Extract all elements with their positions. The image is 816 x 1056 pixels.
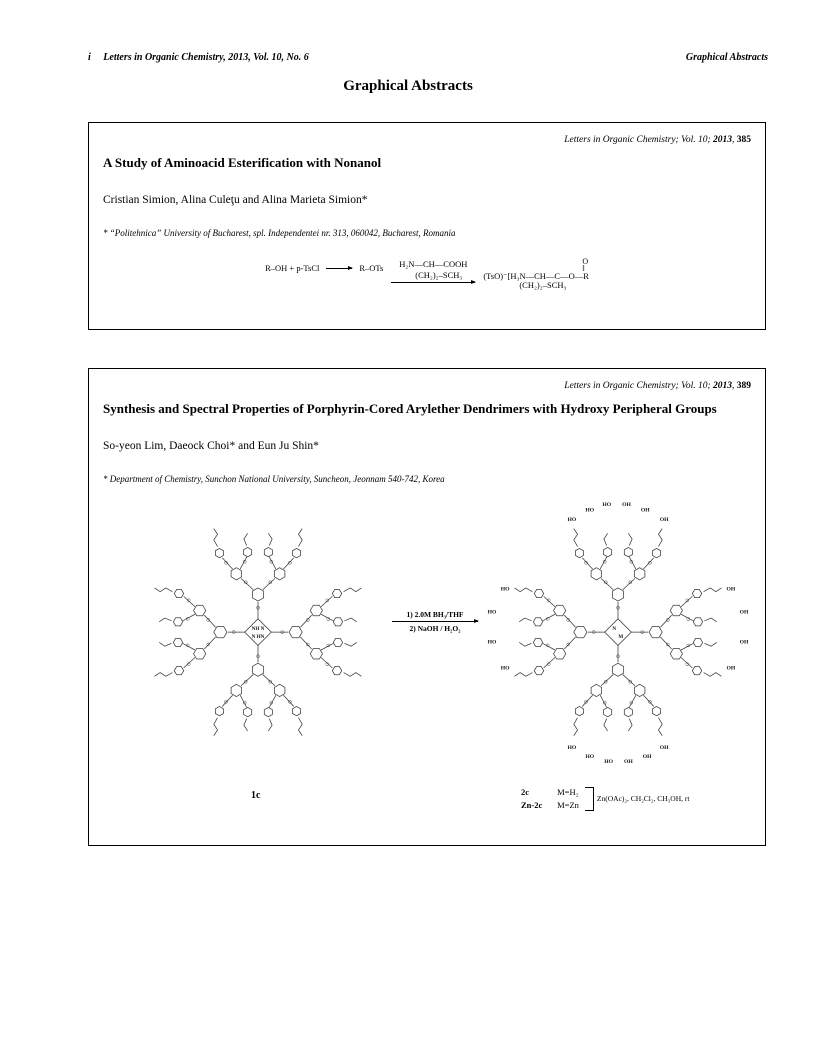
ref-year: 2013 <box>713 381 732 391</box>
svg-text:OH: OH <box>659 744 669 751</box>
ref-journal: Letters in Organic Chemistry; Vol. 10; <box>564 381 713 391</box>
journal-reference <box>103 381 751 391</box>
compound-label-2c: 2c <box>521 787 530 798</box>
ref-comma: , <box>732 135 737 145</box>
svg-text:N HN: N HN <box>251 633 265 640</box>
svg-text:OH: OH <box>726 586 736 593</box>
abstract-box-2 <box>88 368 766 846</box>
metalation-block <box>521 784 689 814</box>
svg-text:NH N: NH N <box>251 625 265 632</box>
svg-text:N: N <box>612 625 617 632</box>
compound-variants <box>521 784 579 813</box>
abstract-box-1 <box>88 122 766 330</box>
zinc-conditions: Zn(OAc)₂, CH₂Cl₂, CH₃OH, rt <box>596 794 690 804</box>
abstract-title: Synthesis and Spectral Properties of Porphyrin-Cored Arylether Dendrimers with Hydroxy Peripheral Groups <box>103 401 717 416</box>
double-bond: ‖ <box>582 263 585 273</box>
svg-text:OH: OH <box>622 501 631 508</box>
svg-text:HO: HO <box>487 608 497 615</box>
intermediate: R–OTs <box>359 263 384 274</box>
abstract-title: A Study of Aminoacid Esterification with Nonanol <box>103 155 382 170</box>
reagent-side-chain: (CH₂)₂–SCH₃ <box>415 269 463 280</box>
bracket-icon <box>585 784 594 814</box>
svg-text:HO: HO <box>585 507 595 514</box>
variant-zn2c <box>521 800 579 810</box>
product-side-chain: (CH₂)₂–SCH₃ <box>519 280 567 291</box>
product-main: (TsO)⁻[H₃N—CH—C—O—R <box>483 270 589 281</box>
abstract-affiliation: * “Politehnica” University of Bucharest, spl. Independentei nr. 313, 060042, Bucharest, Romania <box>103 227 456 238</box>
svg-text:OH: OH <box>739 608 749 615</box>
variant-2c <box>521 787 579 797</box>
journal-reference <box>103 135 751 145</box>
svg-text:M: M <box>618 633 624 640</box>
page-number: i <box>88 52 91 63</box>
condition-2: 2) NaOH / H₂O₂ <box>409 623 461 633</box>
reagent-arrow <box>391 259 475 283</box>
svg-text:OH: OH <box>726 665 736 672</box>
header-right: Graphical Abstracts <box>685 52 768 63</box>
svg-text:HO: HO <box>602 501 612 508</box>
carbonyl-oxygen: O <box>582 256 589 266</box>
reaction-conditions <box>389 610 481 633</box>
variant-2c-metal: M=H₂ <box>557 787 579 798</box>
svg-text:OH: OH <box>642 753 652 760</box>
svg-text:HO: HO <box>500 586 510 593</box>
header-left <box>88 52 309 63</box>
svg-text:HO: HO <box>500 665 510 672</box>
reaction-scheme-2 <box>103 490 751 820</box>
svg-text:OH: OH <box>739 638 749 645</box>
product-structure <box>483 258 589 292</box>
header-journal: Letters in Organic Chemistry, 2013, Vol. 10, No. 6 <box>103 52 309 63</box>
reagent-amine: H₂N—CH—COOH <box>399 259 468 270</box>
arrow-reagents <box>399 259 467 280</box>
condition-1: 1) 2.0M BH₃/THF <box>406 609 464 619</box>
svg-text:HO: HO <box>567 744 577 751</box>
porphyrin-core-metal <box>605 618 632 645</box>
compound-label-1c: 1c <box>251 789 261 801</box>
abstract-affiliation: * Department of Chemistry, Sunchon National University, Suncheon, Jeonnam 540-742, Korea <box>103 473 445 484</box>
ref-year: 2013 <box>713 135 732 145</box>
svg-text:HO: HO <box>585 753 595 760</box>
porphyrin-core <box>245 618 272 645</box>
running-header <box>88 52 768 63</box>
compound-label-zn2c: Zn-2c <box>521 800 543 811</box>
reaction-scheme-1 <box>103 252 751 291</box>
dendrimer-structure-2c <box>475 486 761 782</box>
reaction-arrow-icon <box>326 268 352 269</box>
page-title: Graphical Abstracts <box>343 78 473 94</box>
reaction-arrow-icon <box>391 282 475 283</box>
abstract-authors: So-yeon Lim, Daeock Choi* and Eun Ju Shin* <box>103 439 319 452</box>
reactant: R–OH + p-TsCl <box>265 263 320 274</box>
variant-zn2c-metal: M=Zn <box>557 800 579 811</box>
svg-text:OH: OH <box>640 507 650 514</box>
abstract-authors: Cristian Simion, Alina Culeţu and Alina Marieta Simion* <box>103 193 368 206</box>
dendrimer-structure-1c <box>115 486 401 782</box>
svg-text:OH: OH <box>623 758 633 765</box>
svg-text:HO: HO <box>487 638 497 645</box>
ref-comma: , <box>732 381 737 391</box>
svg-text:HO: HO <box>567 516 577 523</box>
reaction-arrow-icon <box>392 621 478 622</box>
ref-page: 385 <box>736 135 751 145</box>
ref-page: 389 <box>736 381 751 391</box>
svg-text:OH: OH <box>659 516 669 523</box>
ref-journal: Letters in Organic Chemistry; Vol. 10; <box>564 135 713 145</box>
svg-text:HO: HO <box>604 758 613 765</box>
